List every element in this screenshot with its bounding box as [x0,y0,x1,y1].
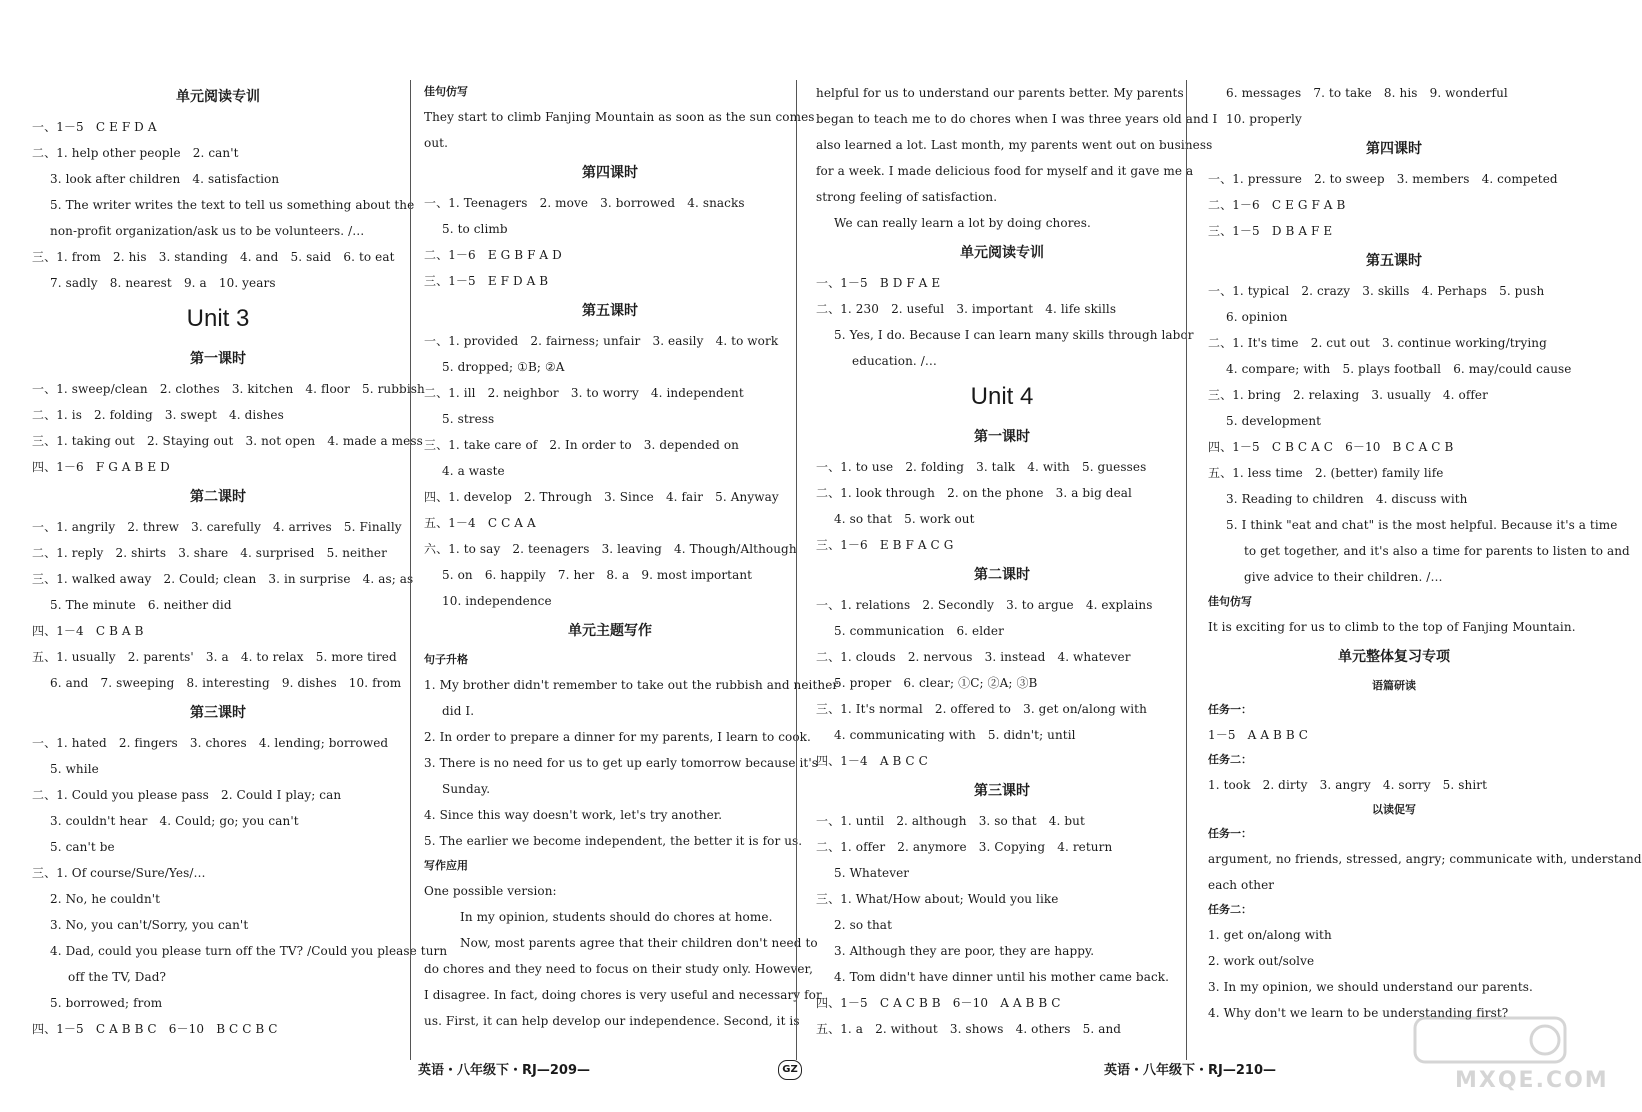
footer-page-label-right: 英语・八年级下・RJ—210— [1104,1063,1276,1078]
answer-line: 5. Yes, I do. Because I can learn many skills through labor [834,328,1194,342]
answer-line: non-profit organization/ask us to be volunteers. /… [50,224,365,238]
answer-line: 6. and 7. sweeping 8. interesting 9. dishes 10. from [50,676,402,690]
answer-line: 一、1. until 2. although 3. so that 4. but [816,814,1085,828]
answer-line: It is exciting for us to climb to the top of Fanjing Mountain. [1208,620,1576,634]
answer-line: 三、1. Of course/Sure/Yes/… [32,866,206,880]
answer-line: 4. a waste [442,464,505,478]
answer-line: 三、1. What/How about; Would you like [816,892,1059,906]
section-heading: 单元阅读专训 [960,245,1044,261]
answer-line: 7. sadly 8. nearest 9. a 10. years [50,276,276,290]
watermark-icon [1395,1010,1585,1070]
answer-line: 5. stress [442,412,495,426]
section-heading: 第五课时 [1366,253,1422,269]
answer-line: off the TV, Dad? [68,970,167,984]
answer-line: 六、1. to say 2. teenagers 3. leaving 4. Though/Although [424,542,797,556]
watermark-text: MXQE.COM [1455,1068,1609,1093]
answer-line: 三、1－6 E B F A C G [816,538,954,552]
answer-line: 三、1. from 2. his 3. standing 4. and 5. said 6. to eat [32,250,395,264]
answer-line: 一、1. pressure 2. to sweep 3. members 4. competed [1208,172,1558,186]
answer-line: 5. I think "eat and chat" is the most helpful. Because it's a time [1226,518,1618,532]
answer-line: 五、1. a 2. without 3. shows 4. others 5. and [816,1022,1122,1036]
answer-line: 1－5 A A B B C [1208,728,1308,742]
answer-line: 四、1－5 C A C B B 6－10 A A B B C [816,996,1061,1010]
answer-line: 二、1. Could you please pass 2. Could I play; can [32,788,342,802]
answer-line: 一、1. provided 2. fairness; unfair 3. easily 4. to work [424,334,779,348]
answer-line: give advice to their children. /… [1244,570,1443,584]
answer-line: 3. There is no need for us to get up early tomorrow because it's [424,756,819,770]
answer-line: 二、1. 230 2. useful 3. important 4. life skills [816,302,1117,316]
answer-line: 3. In my opinion, we should understand our parents. [1208,980,1533,994]
answer-line: helpful for us to understand our parents better. My parents [816,86,1184,100]
subsection-label: 佳句仿写 [1208,595,1252,608]
subsection-label: 以读促写 [1372,803,1416,816]
footer-page-label-left: 英语・八年级下・RJ—209— [418,1063,590,1078]
answer-line: strong feeling of satisfaction. [816,190,998,204]
answer-line: 1. get on/along with [1208,928,1332,942]
section-heading: 第二课时 [190,489,246,505]
unit-title: Unit 3 [186,305,250,332]
section-heading: 第二课时 [974,567,1030,583]
answer-line: 一、1－5 B D F A E [816,276,941,290]
answer-line: 5. The writer writes the text to tell us something about the [50,198,415,212]
answer-line: 二、1. offer 2. anymore 3. Copying 4. return [816,840,1113,854]
answer-line: 三、1. walked away 2. Could; clean 3. in surprise 4. as; as [32,572,414,586]
answer-line: 四、1－4 A B C C [816,754,928,768]
answer-line: 1. My brother didn't remember to take out the rubbish and neither [424,678,839,692]
answer-line: did I. [442,704,475,718]
answer-line: argument, no friends, stressed, angry; communicate with, understand [1208,852,1642,866]
answer-line: 3. Although they are poor, they are happy. [834,944,1095,958]
section-heading: 单元主题写作 [568,623,652,639]
answer-line: 4. Dad, could you please turn off the TV? /Could you please turn [50,944,448,958]
answer-line: 四、1－5 C B C A C 6－10 B C A C B [1208,440,1454,454]
answer-line: 二、1－6 E G B F A D [424,248,562,262]
answer-line: us. First, it can help develop our independence. Second, it is [424,1014,800,1028]
answer-line: 四、1. develop 2. Through 3. Since 4. fair 5. Anyway [424,490,779,504]
answer-line: 二、1. is 2. folding 3. swept 4. dishes [32,408,284,422]
answer-line: 2. In order to prepare a dinner for my parents, I learn to cook. [424,730,811,744]
answer-line: In my opinion, students should do chores at home. [460,910,773,924]
answer-column-2 [424,80,839,1034]
answer-line: 二、1. look through 2. on the phone 3. a big deal [816,486,1132,500]
answer-line: 一、1. Teenagers 2. move 3. borrowed 4. snacks [424,196,745,210]
answer-line: 5. The earlier we become independent, the better it is for us. [424,834,803,848]
subsection-label: 语篇研读 [1372,679,1416,692]
section-heading: 第三课时 [190,705,246,721]
answer-line: 4. communicating with 5. didn't; until [834,728,1076,742]
answer-line: 5. development [1226,414,1322,428]
answer-line: 四、1－6 F G A B E D [32,460,170,474]
watermark-logo [1395,1010,1609,1105]
answer-line: 二、1. clouds 2. nervous 3. instead 4. whatever [816,650,1131,664]
unit-title: Unit 4 [970,383,1034,410]
answer-line: 一、1. hated 2. fingers 3. chores 4. lending; borrowed [32,736,389,750]
answer-line: 2. so that [834,918,892,932]
answer-line: 5. The minute 6. neither did [50,598,232,612]
column-divider [1186,80,1187,1060]
answer-line: 三、1. bring 2. relaxing 3. usually 4. offer [1208,388,1488,402]
answer-line: 2. No, he couldn't [50,892,161,906]
section-heading: 第一课时 [974,429,1030,445]
answer-line: 5. Whatever [834,866,910,880]
subsection-label: 佳句仿写 [424,85,468,98]
answer-line: Sunday. [442,782,491,796]
answer-column-4 [1208,80,1642,1026]
answer-line: 二、1. ill 2. neighbor 3. to worry 4. independent [424,386,744,400]
column-divider [410,80,411,1060]
subsection-label: 句子升格 [424,653,468,666]
answer-line: also learned a lot. Last month, my parents went out on business [816,138,1213,152]
answer-line: 6. opinion [1226,310,1288,324]
subsection-label: 写作应用 [424,859,468,872]
answer-line: 三、1. taking out 2. Staying out 3. not open 4. made a mess [32,434,423,448]
answer-line: 五、1. usually 2. parents' 3. a 4. to relax 5. more tired [32,650,397,664]
answer-line: 四、1－5 C A B B C 6－10 B C C B C [32,1022,278,1036]
answer-line: began to teach me to do chores when I was three years old and I [816,112,1218,126]
section-heading: 单元阅读专训 [176,89,260,105]
answer-line: 4. Tom didn't have dinner until his mother came back. [834,970,1170,984]
answer-line: Now, most parents agree that their children don't need to [460,936,818,950]
answer-line: education. /… [852,354,937,368]
answer-line: 5. on 6. happily 7. her 8. a 9. most important [442,568,753,582]
answer-line: One possible version: [424,884,557,898]
answer-line: 二、1. help other people 2. can't [32,146,239,160]
answer-line: 一、1. sweep/clean 2. clothes 3. kitchen 4. floor 5. rubbish [32,382,425,396]
answer-line: 二、1. It's time 2. cut out 3. continue working/trying [1208,336,1547,350]
answer-line: 5. dropped; ①B; ②A [442,360,565,374]
answer-line: 三、1. take care of 2. In order to 3. depended on [424,438,740,452]
answer-line: 5. while [50,762,99,776]
answer-line: 3. couldn't hear 4. Could; go; you can't [50,814,299,828]
answer-line: 2. work out/solve [1208,954,1315,968]
answer-line: 三、1. It's normal 2. offered to 3. get on/along with [816,702,1147,716]
answer-line: 4. Why don't we learn to be understanding first? [1208,1006,1509,1020]
answer-line: 一、1－5 C E F D A [32,120,157,134]
answer-line: each other [1208,878,1275,892]
answer-line: 3. No, you can't/Sorry, you can't [50,918,249,932]
section-heading: 第三课时 [974,783,1030,799]
answer-line: 5. communication 6. elder [834,624,1004,638]
answer-line: 5. can't be [50,840,115,854]
answer-line: 一、1. relations 2. Secondly 3. to argue 4. explains [816,598,1153,612]
answer-line: to get together, and it's also a time for parents to listen to and [1244,544,1630,558]
subsection-label: 任务一： [1208,703,1252,716]
answer-line: 一、1. angrily 2. threw 3. carefully 4. arrives 5. Finally [32,520,402,534]
subsection-label: 任务二： [1208,903,1252,916]
subsection-label: 任务二： [1208,753,1252,766]
answer-line: 10. independence [442,594,552,608]
answer-line: 5. proper 6. clear; ①C; ②A; ③B [834,676,1038,690]
answer-line: out. [424,136,448,150]
answer-line: 二、1. reply 2. shirts 3. share 4. surprised 5. neither [32,546,387,560]
answer-line: 一、1. to use 2. folding 3. talk 4. with 5. guesses [816,460,1147,474]
answer-line: 4. so that 5. work out [834,512,975,526]
section-heading: 第四课时 [582,165,638,181]
answer-column-3 [816,80,1218,1042]
answer-line: do chores and they need to focus on their study only. However, [424,962,813,976]
answer-line: 二、1－6 C E G F A B [1208,198,1346,212]
subsection-label: 任务一： [1208,827,1252,840]
answer-line: 1. took 2. dirty 3. angry 4. sorry 5. shirt [1208,778,1488,792]
column-divider [796,80,797,1060]
page-badge: GZ [778,1060,802,1080]
section-heading: 第一课时 [190,351,246,367]
answer-line: for a week. I made delicious food for myself and it gave me a [816,164,1194,178]
answer-line: 三、1－5 D B A F E [1208,224,1333,238]
answer-line: 一、1. typical 2. crazy 3. skills 4. Perhaps 5. push [1208,284,1545,298]
answer-line: 五、1. less time 2. (better) family life [1208,466,1444,480]
answer-line: 三、1－5 E F D A B [424,274,549,288]
section-heading: 第五课时 [582,303,638,319]
answer-line: 6. messages 7. to take 8. his 9. wonderful [1226,86,1508,100]
answer-line: 3. look after children 4. satisfaction [50,172,280,186]
answer-line: 四、1－4 C B A B [32,624,144,638]
answer-line: 5. borrowed; from [50,996,163,1010]
answer-line: 10. properly [1226,112,1302,126]
section-heading: 单元整体复习专项 [1338,649,1450,665]
answer-line: We can really learn a lot by doing chores. [834,216,1091,230]
answer-line: 4. Since this way doesn't work, let's try another. [424,808,723,822]
answer-line: 4. compare; with 5. plays football 6. may/could cause [1226,362,1572,376]
answer-line: 3. Reading to children 4. discuss with [1226,492,1468,506]
answer-line: 5. to climb [442,222,508,236]
answer-line: They start to climb Fanjing Mountain as soon as the sun comes [424,110,815,124]
section-heading: 第四课时 [1366,141,1422,157]
answer-line: 五、1－4 C C A A [424,516,536,530]
answer-line: I disagree. In fact, doing chores is very useful and necessary for [424,988,822,1002]
